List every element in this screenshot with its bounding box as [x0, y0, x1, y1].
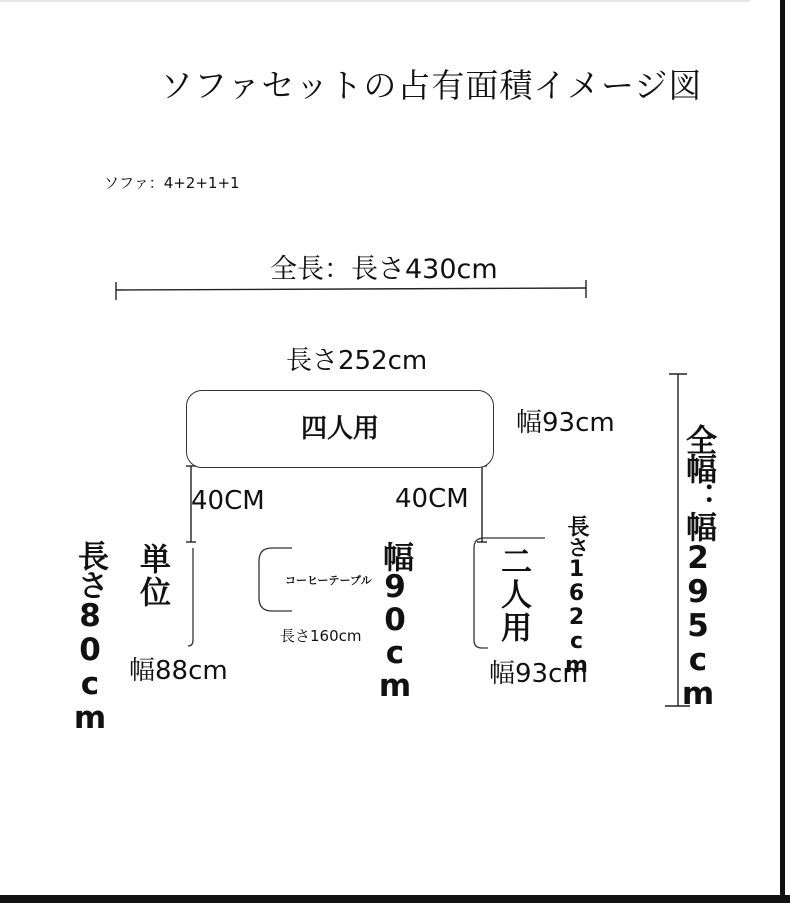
sofa4-width-label: 幅93cm — [516, 408, 615, 438]
single-sofa-outline — [188, 548, 193, 646]
sofa4-length-label: 長さ252cm — [286, 346, 428, 376]
single-label: 単位 — [134, 543, 170, 609]
sofa4-label: 四人用 — [300, 414, 379, 444]
gap-left-label: 40CM — [191, 486, 265, 516]
total-length-line — [116, 288, 586, 290]
page-title: ソファセットの占有面積イメージ図 — [160, 66, 703, 105]
sofa2-label: 二人用 — [495, 545, 531, 644]
single-length-label: 長さ80cm — [72, 540, 108, 734]
sofa2-width-label: 幅93cm — [489, 659, 588, 689]
coffee-table-label: コーヒーテーブル — [285, 574, 372, 587]
sofa2-length-label: 長さ162cm — [564, 515, 589, 677]
table-length-label: 長さ160cm — [280, 627, 362, 645]
total-length-label: 全長：長さ430cm — [270, 254, 498, 285]
total-width-label: 全幅：幅295cm — [680, 424, 716, 710]
single-width-label: 幅88cm — [129, 656, 228, 686]
sofa-composition: ソファ：4+2+1+1 — [104, 174, 240, 192]
gap-right-label: 40CM — [395, 484, 469, 514]
table-width-label: 幅90cm — [377, 541, 413, 701]
